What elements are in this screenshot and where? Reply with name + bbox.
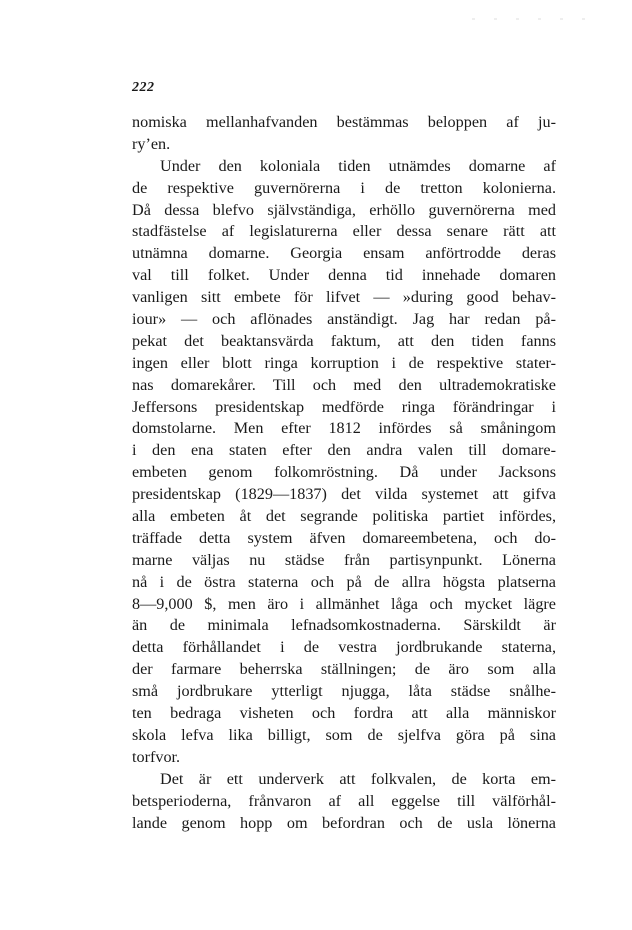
text-line: alla embeten åt det segrande politiska partiet infördes, <box>132 507 556 526</box>
text-line: torfvor. <box>132 747 181 766</box>
body-text <box>132 112 556 834</box>
text-line: Då dessa blefvo självständiga, erhöllo guvernörerna med <box>132 200 556 219</box>
text-line: iour» — och aflönades anständigt. Jag har redan på- <box>132 310 556 329</box>
text-line: de respektive guvernörerna i de tretton kolonierna. <box>132 178 556 197</box>
text-line: ry’en. <box>132 134 171 153</box>
text-line: Jeffersons presidentskap medförde ringa förändringar i <box>132 397 556 416</box>
text-line: utnämna domarne. Georgia ensam anförtrodde deras <box>132 244 556 263</box>
text-line: små jordbrukare ytterligt njugga, låta städse snålhe- <box>132 682 556 701</box>
text-line: lande genom hopp om befordran och de usla lönerna <box>132 813 556 832</box>
text-line: pekat det beaktansvärda faktum, att den tiden fanns <box>132 331 556 350</box>
text-line: nå i de östra staterna och på de allra högsta platserna <box>132 572 556 591</box>
scan-artifact <box>472 18 592 20</box>
text-line: detta förhållandet i de vestra jordbrukande staterna, <box>132 638 556 657</box>
text-line: Under den koloniala tiden utnämdes domarne af <box>160 156 556 175</box>
text-line: ten bedraga visheten och fordra att alla människor <box>132 704 556 723</box>
page-number: 222 <box>132 80 155 95</box>
text-line: Det är ett underverk att folkvalen, de korta em- <box>160 769 556 788</box>
text-line: vanligen sitt embete för lifvet — »during good behav- <box>132 288 556 307</box>
text-line: skola lefva lika billigt, som de sjelfva göra på sina <box>132 725 556 744</box>
text-line: val till folket. Under denna tid innehade domaren <box>132 266 556 285</box>
text-line: i den ena staten efter den andra valen till domare- <box>132 441 556 460</box>
text-line: presidentskap (1829—1837) det vilda systemet att gifva <box>132 485 556 504</box>
text-line: ingen eller blott ringa korruption i de respektive stater- <box>132 353 556 372</box>
text-line: betsperioderna, frånvaron af all eggelse till välförhål- <box>132 791 556 810</box>
text-line: stadfästelse af legislaturerna eller dessa senare rätt att <box>132 222 556 241</box>
text-line: domstolarne. Men efter 1812 infördes så småningom <box>132 419 556 438</box>
text-line: träffade detta system äfven domareembetena, och do- <box>132 528 556 547</box>
text-line: der farmare beherrska ställningen; de äro som alla <box>132 660 556 679</box>
text-line: än de minimala lefnadsomkostnaderna. Särskildt är <box>132 616 556 635</box>
text-line: nomiska mellanhafvanden bestämmas beloppen af ju- <box>132 113 556 131</box>
text-line: marne väljas nu städse från partisynpunkt. Lönerna <box>132 550 556 569</box>
text-line: nas domarekårer. Till och med den ultrademokratiske <box>132 375 556 394</box>
text-line: embeten genom folkomröstning. Då under Jacksons <box>132 463 556 482</box>
text-line: 8—9,000 $, men äro i allmänhet låga och mycket lägre <box>132 594 556 613</box>
